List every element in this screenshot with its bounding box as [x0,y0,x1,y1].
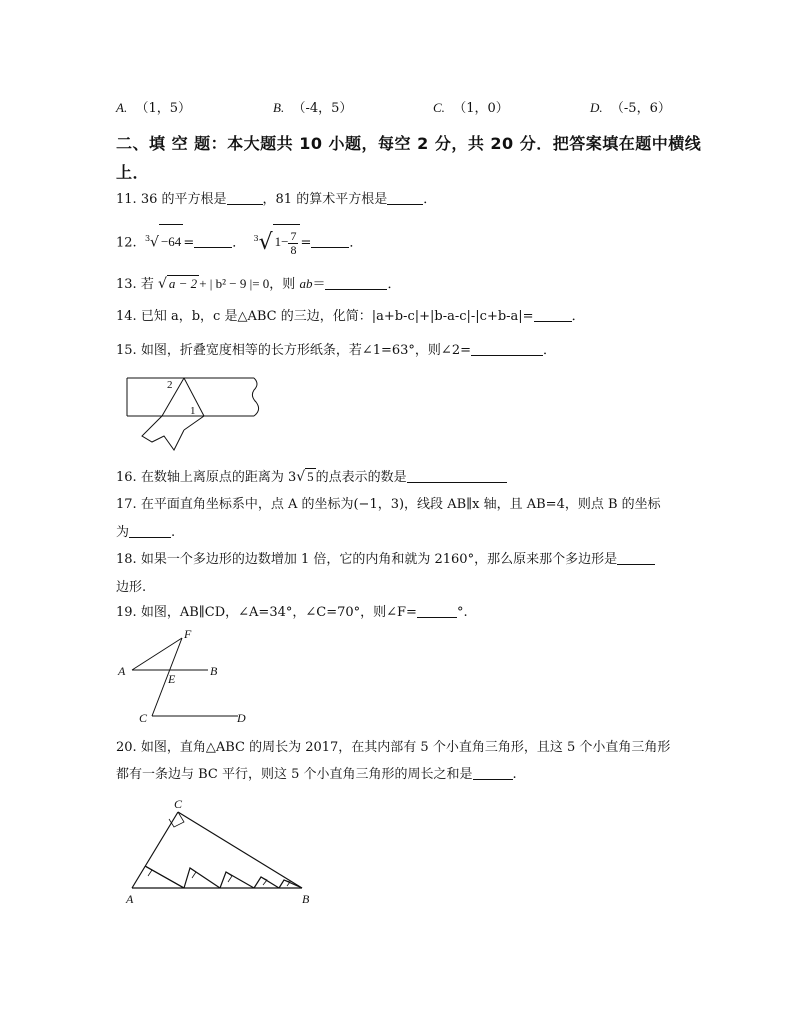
section-header-line1: 二、填 空 题：本大题共 10 小题，每空 2 分，共 20 分．把答案填在题中横线 [116,134,702,153]
answer-blank[interactable] [534,309,572,322]
angle-2-label: 2 [167,379,173,391]
question-20-line1: 20. 如图，直角△ABC 的周长为 2017，在其内部有 5 个小直角三角形，且这 5 个小直角三角形 [116,740,671,755]
answer-blank[interactable] [473,767,513,780]
question-18-line2: 边形. [116,580,147,595]
label-c: C [174,797,183,811]
label-a: A [118,664,126,678]
question-19: 19. 如图，AB∥CD，∠A=34°，∠C=70°，则∠F= °. [116,605,468,620]
right-triangle-figure [122,796,322,908]
folded-torn-end [142,416,184,450]
question-18-line1: 18. 如果一个多边形的边数增加 1 倍，它的内角和就为 2160°，那么原来那个多边形是 [116,552,655,568]
label-f: F [184,627,192,641]
question-17-line2: 为 . [116,525,176,540]
question-20-line2: 都有一条边与 BC 平行，则这 5 个小直角三角形的周长之和是 . [116,767,517,782]
label-a: A [126,892,134,906]
answer-blank[interactable] [325,277,387,290]
option-b: B. （-4，5） [273,100,353,116]
label-c: C [139,711,148,725]
label-d: D [237,711,246,725]
section-header-line2: 上． [116,163,150,182]
question-15: 15. 如图，折叠宽度相等的长方形纸条，若∠1=63°，则∠2= ． [116,343,556,358]
question-13: 13. 若 √ a − 2 + | b² − 9 |= 0，则 ab＝ ． [116,276,401,292]
question-14: 14. 已知 a，b，c 是△ABC 的三边，化简：|a+b-c|+|b-a-c|-|c+b-a|= ． [116,309,585,324]
folded-edge-right [184,416,204,430]
answer-blank[interactable] [387,192,423,205]
answer-blank[interactable] [417,605,457,618]
parallel-lines-figure [116,626,256,726]
answer-blank[interactable] [617,552,655,565]
folded-strip-figure [122,370,272,460]
folded-edge-left [162,378,184,416]
answer-blank[interactable] [471,343,543,356]
option-d: D. （-5，6） [590,100,671,116]
answer-blank[interactable] [227,192,263,205]
answer-blank[interactable] [311,235,349,248]
answer-blank[interactable] [129,525,171,538]
side-ac [132,812,178,888]
strip-torn-edge [252,378,258,416]
small-triangles [145,866,302,888]
line-af [132,638,182,670]
label-e: E [168,672,176,686]
label-b: B [302,892,310,906]
question-11: 11. 36 的平方根是 ，81 的算术平方根是 ． [116,192,437,207]
option-c: C. （1，0） [433,100,509,116]
side-cb [178,812,302,888]
question-16: 16. 在数轴上离原点的距离为 3√ 5 的点表示的数是 [116,468,507,486]
question-12: 12. $^3$√ −64 = ． $^3$√ 1− $\frac{7}{8}$ = ． [116,222,362,260]
answer-blank[interactable] [407,470,507,483]
answer-blank[interactable] [194,235,232,248]
question-17-line1: 17. 在平面直角坐标系中，点 A 的坐标为(−1，3)，线段 AB∥x 轴，且 AB=4，则点 B 的坐标 [116,497,661,512]
line-fc [152,638,182,716]
label-b: B [210,664,218,678]
option-a: A. （1，5） [116,100,192,116]
angle-1-label: 1 [190,405,196,417]
